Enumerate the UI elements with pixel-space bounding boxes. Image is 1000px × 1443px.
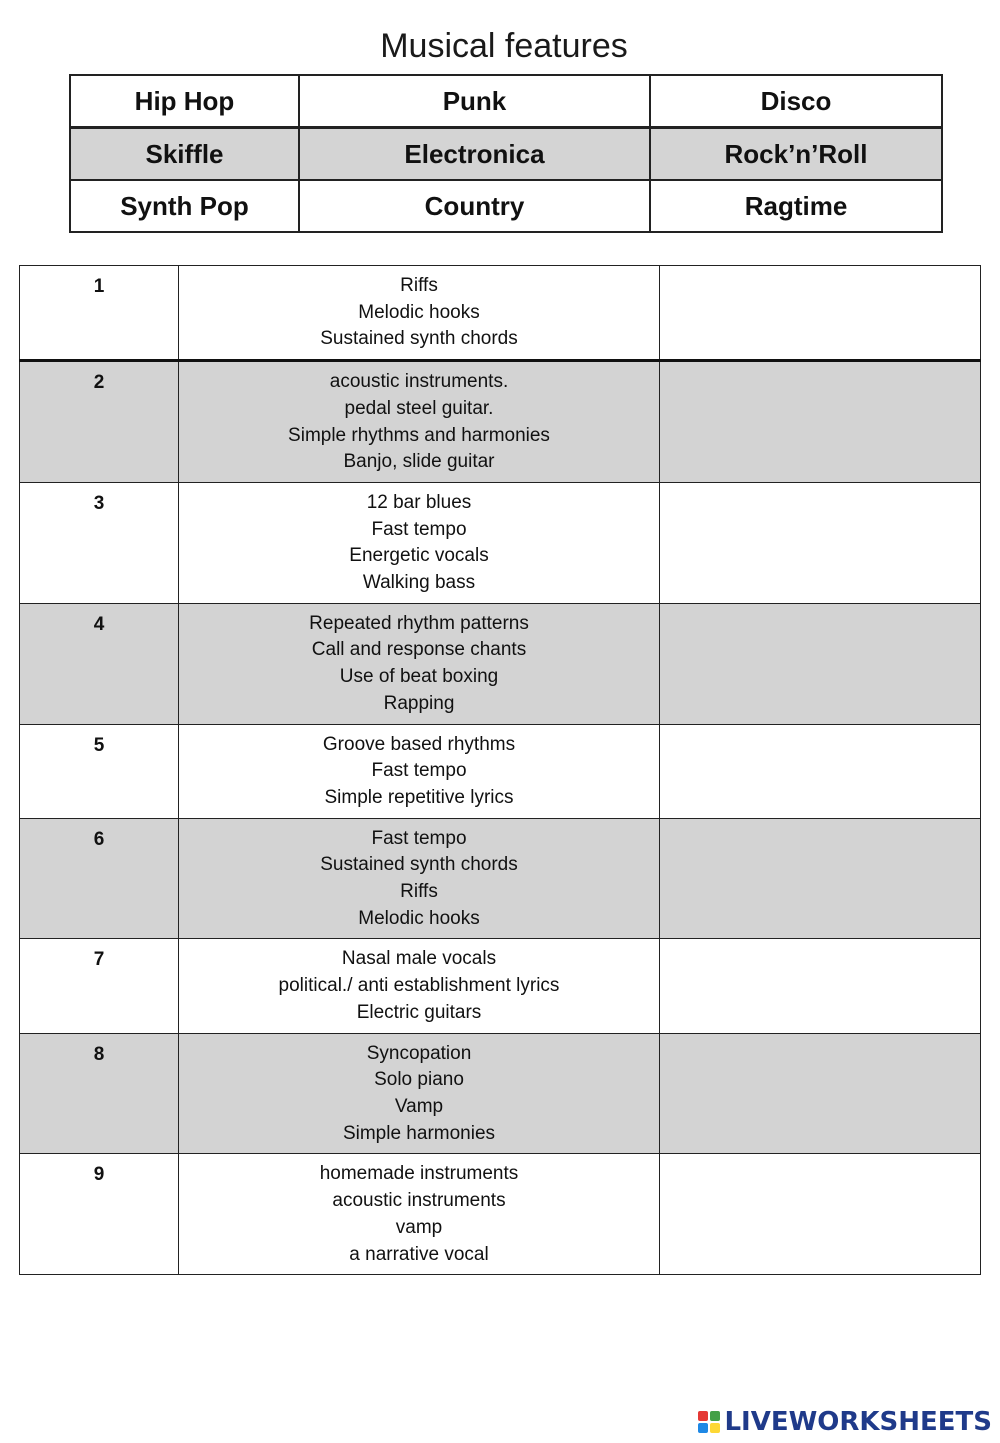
feature-item: Fast tempo xyxy=(371,518,467,540)
feature-row xyxy=(20,482,981,603)
features-table xyxy=(19,265,981,1275)
feature-item: acoustic instruments. xyxy=(329,371,509,393)
genre-cell: Disco xyxy=(650,75,942,128)
liveworksheets-logo xyxy=(698,1407,992,1437)
row-number: 6 xyxy=(20,818,179,939)
feature-row xyxy=(20,361,981,483)
row-number: 9 xyxy=(20,1154,179,1275)
answer-cell[interactable] xyxy=(660,939,981,1033)
feature-list xyxy=(179,482,660,603)
feature-list xyxy=(179,603,660,724)
feature-item: Melodic hooks xyxy=(358,301,480,323)
feature-item: Use of beat boxing xyxy=(339,666,499,688)
feature-item: Groove based rhythms xyxy=(322,733,516,755)
feature-item: Fast tempo xyxy=(371,760,467,782)
answer-cell[interactable] xyxy=(660,361,981,483)
page-title: Musical features xyxy=(380,27,628,65)
genre-row xyxy=(70,128,942,181)
row-number: 8 xyxy=(20,1033,179,1154)
feature-row xyxy=(20,939,981,1033)
feature-row xyxy=(20,724,981,818)
feature-item: Nasal male vocals xyxy=(341,948,497,970)
feature-item: Vamp xyxy=(394,1095,444,1117)
row-number: 1 xyxy=(20,266,179,361)
feature-item: Riffs xyxy=(400,881,438,903)
answer-cell[interactable] xyxy=(660,482,981,603)
row-number: 4 xyxy=(20,603,179,724)
answer-cell[interactable] xyxy=(660,266,981,361)
answer-cell[interactable] xyxy=(660,1154,981,1275)
row-number: 3 xyxy=(20,482,179,603)
feature-item: Electric guitars xyxy=(356,1001,482,1023)
row-number: 7 xyxy=(20,939,179,1033)
genre-cell: Punk xyxy=(299,75,650,128)
feature-item: homemade instruments xyxy=(319,1163,519,1185)
genre-cell: Electronica xyxy=(299,128,650,181)
feature-row xyxy=(20,1033,981,1154)
answer-cell[interactable] xyxy=(660,818,981,939)
feature-list xyxy=(179,266,660,361)
feature-item: Sustained synth chords xyxy=(320,854,518,876)
logo-text: LIVEWORKSHEETS xyxy=(724,1407,992,1437)
feature-item: Melodic hooks xyxy=(358,907,480,929)
feature-item: Syncopation xyxy=(366,1042,472,1064)
feature-list xyxy=(179,361,660,483)
feature-item: Banjo, slide guitar xyxy=(343,451,495,473)
answer-cell[interactable] xyxy=(660,1033,981,1154)
feature-item: Fast tempo xyxy=(371,827,467,849)
feature-item: Solo piano xyxy=(374,1069,464,1091)
feature-list xyxy=(179,724,660,818)
genre-row xyxy=(70,75,942,128)
feature-item: Riffs xyxy=(400,275,438,296)
feature-item: pedal steel guitar. xyxy=(344,397,494,419)
genre-cell: Synth Pop xyxy=(70,180,299,232)
answer-cell[interactable] xyxy=(660,724,981,818)
genre-cell: Country xyxy=(299,180,650,232)
feature-item: Simple rhythms and harmonies xyxy=(288,424,550,446)
answer-cell[interactable] xyxy=(660,603,981,724)
genre-cell: Ragtime xyxy=(650,180,942,232)
row-number: 5 xyxy=(20,724,179,818)
feature-row xyxy=(20,818,981,939)
genre-grid xyxy=(69,74,943,233)
feature-item: a narrative vocal xyxy=(349,1243,489,1265)
feature-row xyxy=(20,266,981,361)
feature-list xyxy=(179,939,660,1033)
feature-item: 12 bar blues xyxy=(366,491,472,513)
genre-cell: Skiffle xyxy=(70,128,299,181)
feature-item: Simple repetitive lyrics xyxy=(324,786,514,808)
feature-item: Energetic vocals xyxy=(349,545,489,567)
genre-cell: Hip Hop xyxy=(70,75,299,128)
feature-item: Sustained synth chords xyxy=(320,328,518,350)
feature-item: Repeated rhythm patterns xyxy=(309,612,529,634)
feature-item: Rapping xyxy=(383,692,455,714)
feature-item: Walking bass xyxy=(362,572,476,594)
feature-item: Simple harmonies xyxy=(342,1122,496,1144)
row-number: 2 xyxy=(20,361,179,483)
feature-item: vamp xyxy=(395,1216,443,1238)
genre-row xyxy=(70,180,942,232)
feature-item: political./ anti establishment lyrics xyxy=(278,975,560,997)
feature-item: Call and response chants xyxy=(311,639,527,661)
feature-list xyxy=(179,1033,660,1154)
liveworksheets-logo-icon xyxy=(698,1411,720,1433)
feature-item: acoustic instruments xyxy=(332,1190,506,1212)
feature-row xyxy=(20,603,981,724)
feature-row xyxy=(20,1154,981,1275)
feature-list xyxy=(179,1154,660,1275)
feature-list xyxy=(179,818,660,939)
genre-cell: Rock’n’Roll xyxy=(650,128,942,181)
